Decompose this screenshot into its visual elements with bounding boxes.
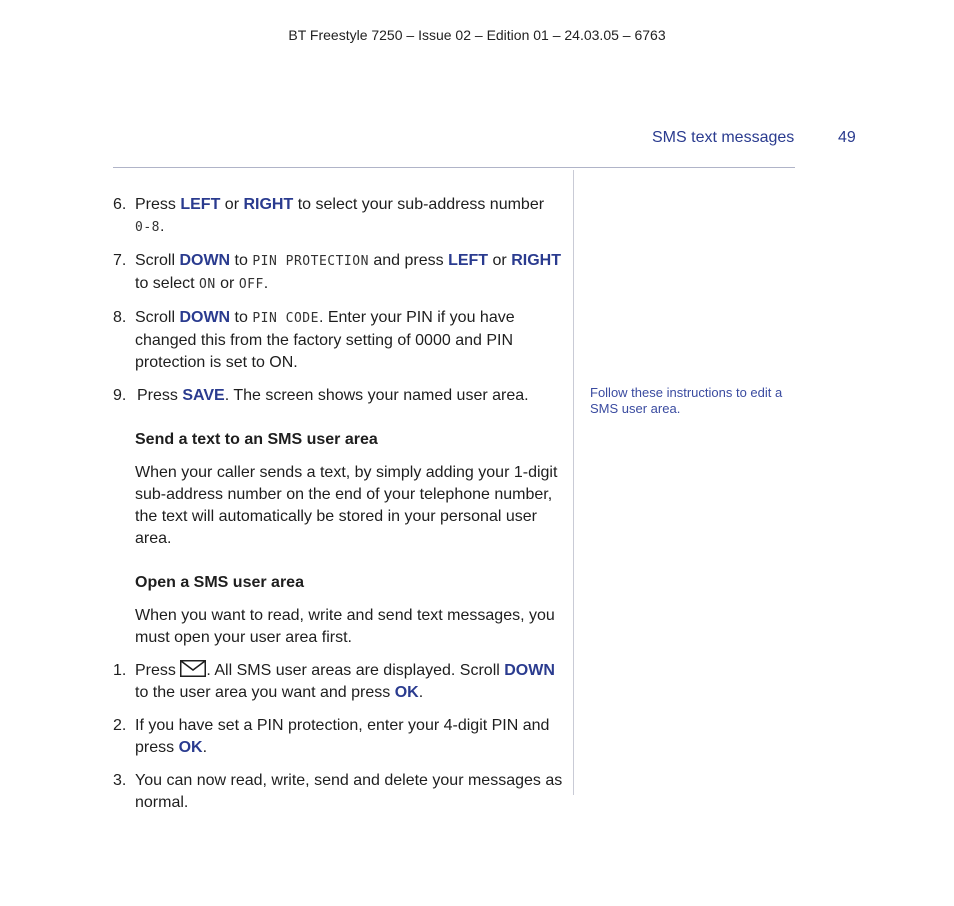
main-column — [113, 194, 563, 825]
text-run: to the user area you want and press — [135, 684, 395, 701]
edition-line: BT Freestyle 7250 – Issue 02 – Edition 01 – 24.03.05 – 6763 — [288, 27, 666, 43]
step-text — [135, 250, 563, 296]
key-ok: OK — [394, 684, 419, 701]
step-number: 1. — [113, 662, 127, 679]
list-item — [113, 250, 563, 296]
text-run: . All SMS user areas are displayed. Scroll — [206, 662, 505, 679]
text-run: to — [230, 309, 253, 326]
list-item — [113, 715, 563, 759]
page-number: 49 — [838, 129, 856, 146]
step-number: 7. — [113, 252, 127, 269]
display-text: ON — [199, 277, 216, 292]
list-item — [113, 660, 563, 704]
text-run: or — [215, 275, 239, 292]
key-left: LEFT — [180, 196, 221, 213]
key-left: LEFT — [448, 252, 489, 269]
key-ok: OK — [178, 739, 203, 756]
list-item — [113, 770, 563, 814]
key-down: DOWN — [504, 662, 555, 679]
text-run: to — [230, 252, 253, 269]
text-run: Press — [135, 196, 181, 213]
step-number: 9. — [113, 387, 127, 404]
key-down: DOWN — [179, 252, 231, 269]
text-run: to select your sub-address number — [293, 196, 545, 213]
send-heading: Send a text to an SMS user area — [135, 431, 378, 448]
step-number: 8. — [113, 309, 127, 326]
key-down: DOWN — [179, 309, 231, 326]
key-save: SAVE — [182, 387, 225, 404]
step-text — [135, 660, 563, 704]
step-text — [137, 385, 563, 407]
side-note: Follow these instructions to edit a SMS user area. — [590, 385, 783, 416]
text-run: . — [202, 739, 208, 756]
open-heading: Open a SMS user area — [135, 574, 304, 591]
text-run: If you have set a PIN protection, enter your 4-digit PIN and press — [135, 717, 550, 756]
text-run: . — [263, 275, 269, 292]
key-right: RIGHT — [243, 196, 294, 213]
column-divider — [573, 170, 574, 795]
step-text — [135, 307, 563, 374]
step-number: 2. — [113, 717, 127, 734]
list-item — [113, 307, 563, 374]
display-text: PIN PROTECTION — [252, 254, 369, 269]
list-item — [113, 194, 563, 239]
envelope-icon — [180, 660, 206, 677]
step-number: 3. — [113, 772, 127, 789]
text-run: . Enter your PIN if you have changed this from the factory setting of 0000 and PIN protection is set to ON. — [135, 309, 515, 371]
text-run: . The screen shows your named user area. — [224, 387, 529, 404]
step-number: 6. — [113, 196, 127, 213]
step-text — [135, 715, 563, 759]
text-run: Press — [135, 662, 181, 679]
list-item — [113, 385, 563, 407]
text-run: Scroll — [135, 252, 180, 269]
key-right: RIGHT — [511, 252, 561, 269]
text-run: or — [488, 252, 512, 269]
text-run: Press — [137, 387, 183, 404]
send-paragraph: When your caller sends a text, by simply adding your 1-digit sub-address number on the end of your telephone number, the text will automatically be stored in your personal user area. — [135, 464, 558, 547]
display-text: PIN CODE — [252, 311, 319, 326]
text-run: and press — [368, 252, 449, 269]
text-run: . — [159, 218, 165, 235]
text-run: or — [220, 196, 244, 213]
display-text: 0-8 — [135, 220, 160, 235]
display-text: OFF — [238, 277, 264, 292]
text-run: to select — [135, 275, 200, 292]
text-run: Scroll — [135, 309, 180, 326]
section-title: SMS text messages — [652, 129, 795, 146]
step-text — [135, 194, 563, 239]
step-text: You can now read, write, send and delete your messages as normal. — [135, 772, 563, 811]
header-rule — [113, 167, 795, 168]
text-run: . — [418, 684, 424, 701]
open-paragraph: When you want to read, write and send text messages, you must open your user area first. — [135, 607, 555, 646]
